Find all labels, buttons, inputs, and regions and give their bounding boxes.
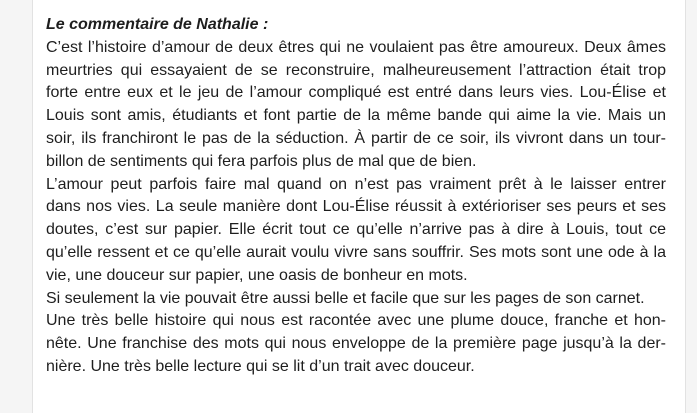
article-page	[32, 0, 686, 413]
text-line: C’est l’histoire d’amour de deux êtres qui ne voulaient pas être amoureux. Deux âmes	[46, 38, 666, 56]
text-line: dans nos vies. La seule manière dont Lou-Élise réussit à extérioriser ses peurs et ses	[46, 198, 666, 216]
comment-heading: Le commentaire de Nathalie :	[46, 16, 269, 33]
text-line: billon de sentiments qui fera parfois plus de mal que de bien.	[46, 152, 477, 170]
text-line: qu’elle ressent et ce qu’elle aurait voulu vivre sans souffrir. Ses mots sont une ode à la	[46, 243, 666, 261]
text-line: L’amour peut parfois faire mal quand on n’est pas vraiment prêt à le laisser entrer	[46, 175, 666, 193]
text-line: doutes, c’est sur papier. Elle écrit tout ce qu’elle n’arrive pas à dire à Louis, tout ce	[46, 221, 666, 239]
text-line: meurtries qui essayaient de se reconstruire, malheureusement l’attraction était trop	[46, 61, 666, 79]
text-line: Une très belle histoire qui nous est racontée avec une plume douce, franche et hon-	[46, 312, 666, 330]
text-line: Louis sont amis, étudiants et font partie de la même bande qui aime la vie. Mais un	[46, 107, 666, 125]
text-line: soir, ils franchiront le pas de la séduction. À partir de ce soir, ils vivront dans un tour-	[46, 129, 666, 147]
text-line: nête. Une franchise des mots qui nous enveloppe de la première page jusqu’à la der-	[46, 335, 666, 353]
article-content	[46, 14, 666, 379]
text-line: forte entre eux et le jeu de l’amour compliqué est entré dans leurs vies. Lou-Élise et	[46, 84, 666, 102]
text-line: Si seulement la vie pouvait être aussi belle et facile que sur les pages de son carnet.	[46, 289, 645, 307]
text-line: nière. Une très belle lecture qui se lit d’un trait avec douceur.	[46, 357, 475, 375]
text-line: vie, une douceur sur papier, une oasis de bonheur en mots.	[46, 266, 468, 284]
